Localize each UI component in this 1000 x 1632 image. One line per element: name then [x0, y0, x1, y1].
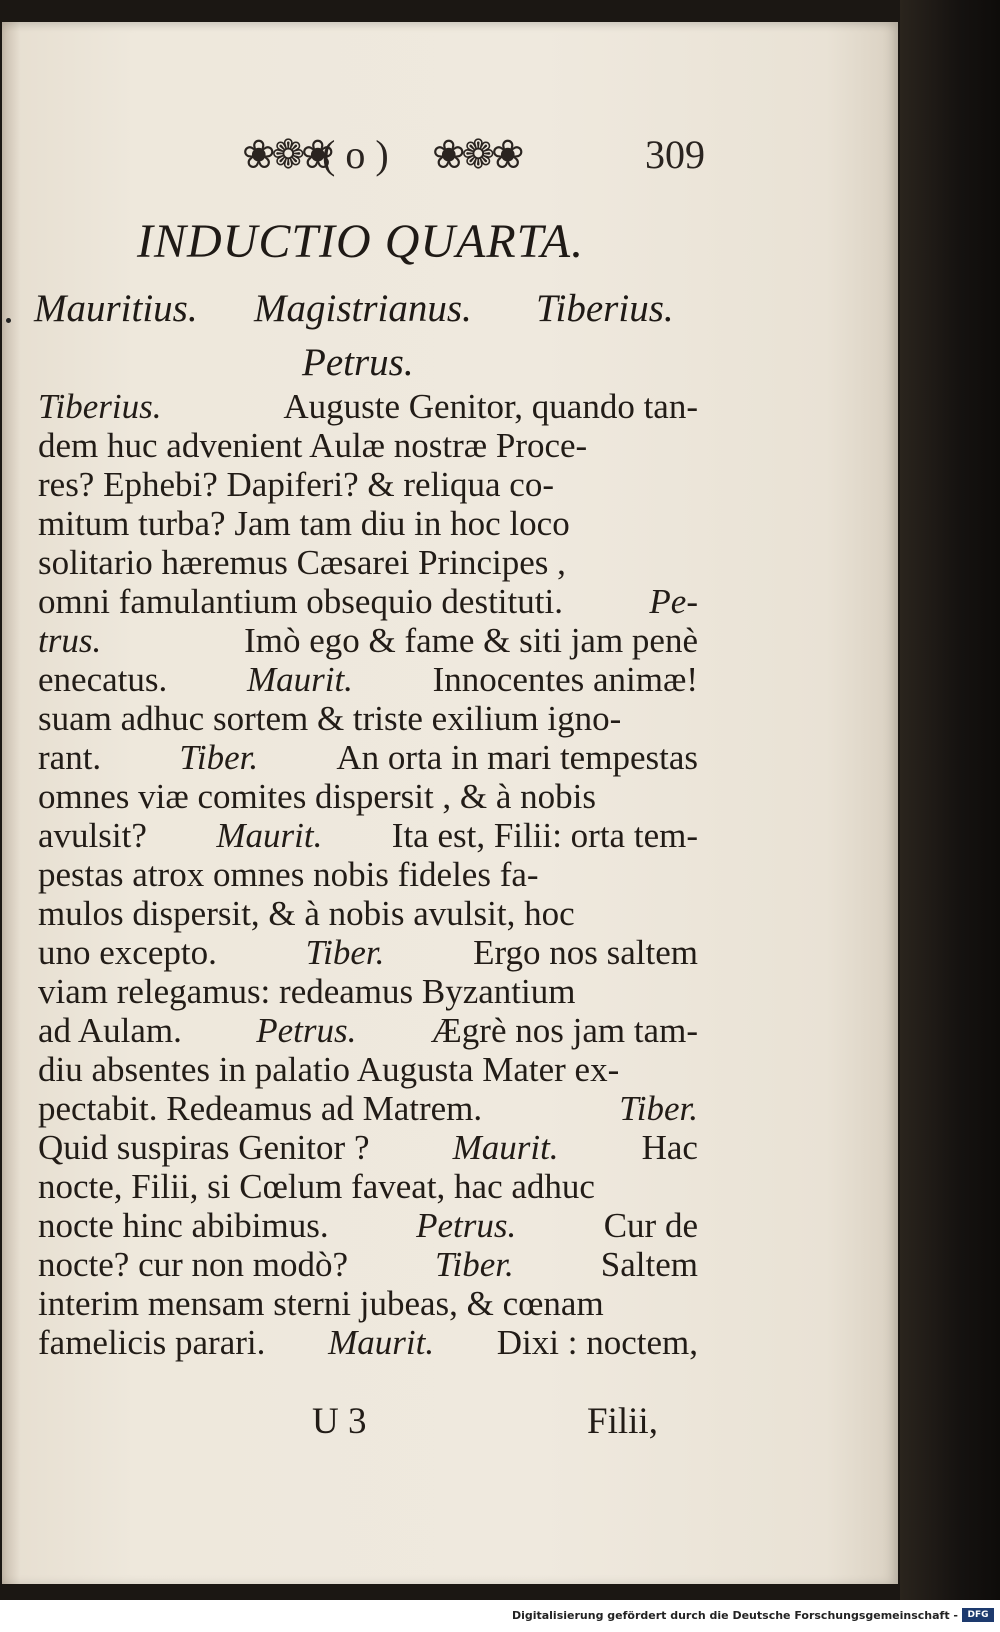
line-text: Cur de: [603, 1206, 698, 1245]
line-text: mulos dispersit, & à nobis avulsit, hoc: [38, 894, 575, 933]
line-text: Innocentes animæ!: [432, 660, 698, 699]
line-text: Ægrè nos jam tam-: [430, 1011, 698, 1050]
speaker-name: Tiber.: [305, 933, 385, 972]
line-text: pestas atrox omnes nobis fideles fa-: [38, 855, 539, 894]
text-line: [38, 855, 698, 894]
section-title: INDUCTIO QUARTA.: [137, 215, 585, 268]
persona-tiberius: Tiberius.: [536, 287, 674, 330]
line-text: diu absentes in palatio Augusta Mater ex-: [38, 1050, 620, 1089]
text-line: [38, 1011, 698, 1050]
page-gutter-shadow: [2, 22, 20, 1584]
line-text: ad Aulam.: [38, 1011, 182, 1050]
text-line: [38, 933, 698, 972]
text-line: [38, 426, 698, 465]
text-line: [38, 387, 698, 426]
signature-mark: U 3: [312, 1401, 367, 1442]
digitization-footer: [0, 1600, 1000, 1632]
line-text: Imò ego & fame & siti jam penè: [244, 621, 698, 660]
dialogue-text: [38, 387, 698, 1362]
text-line: [38, 582, 698, 621]
text-line: [38, 504, 698, 543]
text-line: [38, 1167, 698, 1206]
text-line: [38, 621, 698, 660]
speaker-name: Maurit.: [246, 660, 353, 699]
line-text: Ita est, Filii: orta tem-: [391, 816, 698, 855]
text-line: [38, 1050, 698, 1089]
line-text: res? Ephebi? Dapiferi? & reliqua co-: [38, 465, 554, 504]
text-line: [38, 1089, 698, 1128]
line-text: pectabit. Redeamus ad Matrem.: [38, 1089, 483, 1128]
line-text: viam relegamus: redeamus Byzantium: [38, 972, 576, 1011]
line-text: avulsit?: [38, 816, 147, 855]
speaker-name: Pe-: [649, 582, 698, 621]
persona-petrus: Petrus.: [302, 341, 414, 384]
speaker-name: Petrus.: [416, 1206, 517, 1245]
persona-magistrianus: Magistrianus.: [254, 287, 472, 330]
line-text: Ergo nos saltem: [473, 933, 698, 972]
line-text: mitum turba? Jam tam diu in hoc loco: [38, 504, 570, 543]
line-text: solitario hæremus Cæsarei Principes ,: [38, 543, 566, 582]
text-line: [38, 894, 698, 933]
line-text: enecatus.: [38, 660, 168, 699]
line-text: nocte? cur non modò?: [38, 1245, 349, 1284]
speaker-name: Maurit.: [452, 1128, 559, 1167]
edge-mark: [6, 318, 11, 323]
line-text: Quid suspiras Genitor ?: [38, 1128, 370, 1167]
line-text: An orta in mari tempestas: [336, 738, 698, 777]
ornament-left-icon: ❀❁❀: [242, 132, 331, 178]
text-line: [38, 972, 698, 1011]
line-text: famelicis parari.: [38, 1323, 266, 1362]
line-text: Saltem: [600, 1245, 698, 1284]
speaker-name: Maurit.: [328, 1323, 435, 1362]
text-line: [38, 465, 698, 504]
text-line: [38, 1245, 698, 1284]
text-line: [38, 660, 698, 699]
ornament-right-icon: ❀❁❀: [432, 132, 521, 178]
catchword: Filii,: [587, 1401, 658, 1442]
line-text: interim mensam sterni jubeas, & cœnam: [38, 1284, 604, 1323]
speaker-name: Tiber.: [435, 1245, 514, 1284]
dfg-logo: DFG: [962, 1608, 994, 1622]
text-line: [38, 1284, 698, 1323]
line-text: rant.: [38, 738, 102, 777]
speaker-name: trus.: [38, 621, 102, 660]
text-line: [38, 543, 698, 582]
speaker-name: Tiber.: [619, 1089, 698, 1128]
header-marker: ( o ): [322, 132, 389, 177]
text-line: [38, 816, 698, 855]
text-line: [38, 1128, 698, 1167]
persona-mauritius: Mauritius.: [34, 287, 198, 330]
line-text: Dixi : noctem,: [496, 1323, 698, 1362]
text-line: [38, 1323, 698, 1362]
book-page: [2, 22, 898, 1584]
speaker-name: Tiberius.: [38, 387, 162, 426]
text-line: [38, 699, 698, 738]
line-text: omnes viæ comites dispersit , & à nobis: [38, 777, 597, 816]
line-text: Hac: [641, 1128, 698, 1167]
line-text: uno excepto.: [38, 933, 217, 972]
line-text: Auguste Genitor, quando tan-: [283, 387, 698, 426]
speaker-name: Maurit.: [216, 816, 323, 855]
line-text: omni famulantium obsequio destituti.: [38, 582, 563, 621]
text-line: [38, 777, 698, 816]
line-text: nocte, Filii, si Cœlum faveat, hac adhuc: [38, 1167, 595, 1206]
running-header: [2, 130, 898, 180]
speaker-name: Tiber.: [179, 738, 259, 777]
line-text: nocte hinc abibimus.: [38, 1206, 329, 1245]
speaker-name: Petrus.: [256, 1011, 357, 1050]
line-text: suam adhuc sortem & triste exilium igno-: [38, 699, 622, 738]
footer-credit: Digitalisierung gefördert durch die Deutsche Forschungsgemeinschaft -: [511, 1609, 958, 1622]
text-line: [38, 1206, 698, 1245]
page-number: 309: [645, 132, 705, 177]
line-text: dem huc advenient Aulæ nostræ Proce-: [38, 426, 588, 465]
scan-background: [900, 0, 1000, 1600]
text-line: [38, 738, 698, 777]
